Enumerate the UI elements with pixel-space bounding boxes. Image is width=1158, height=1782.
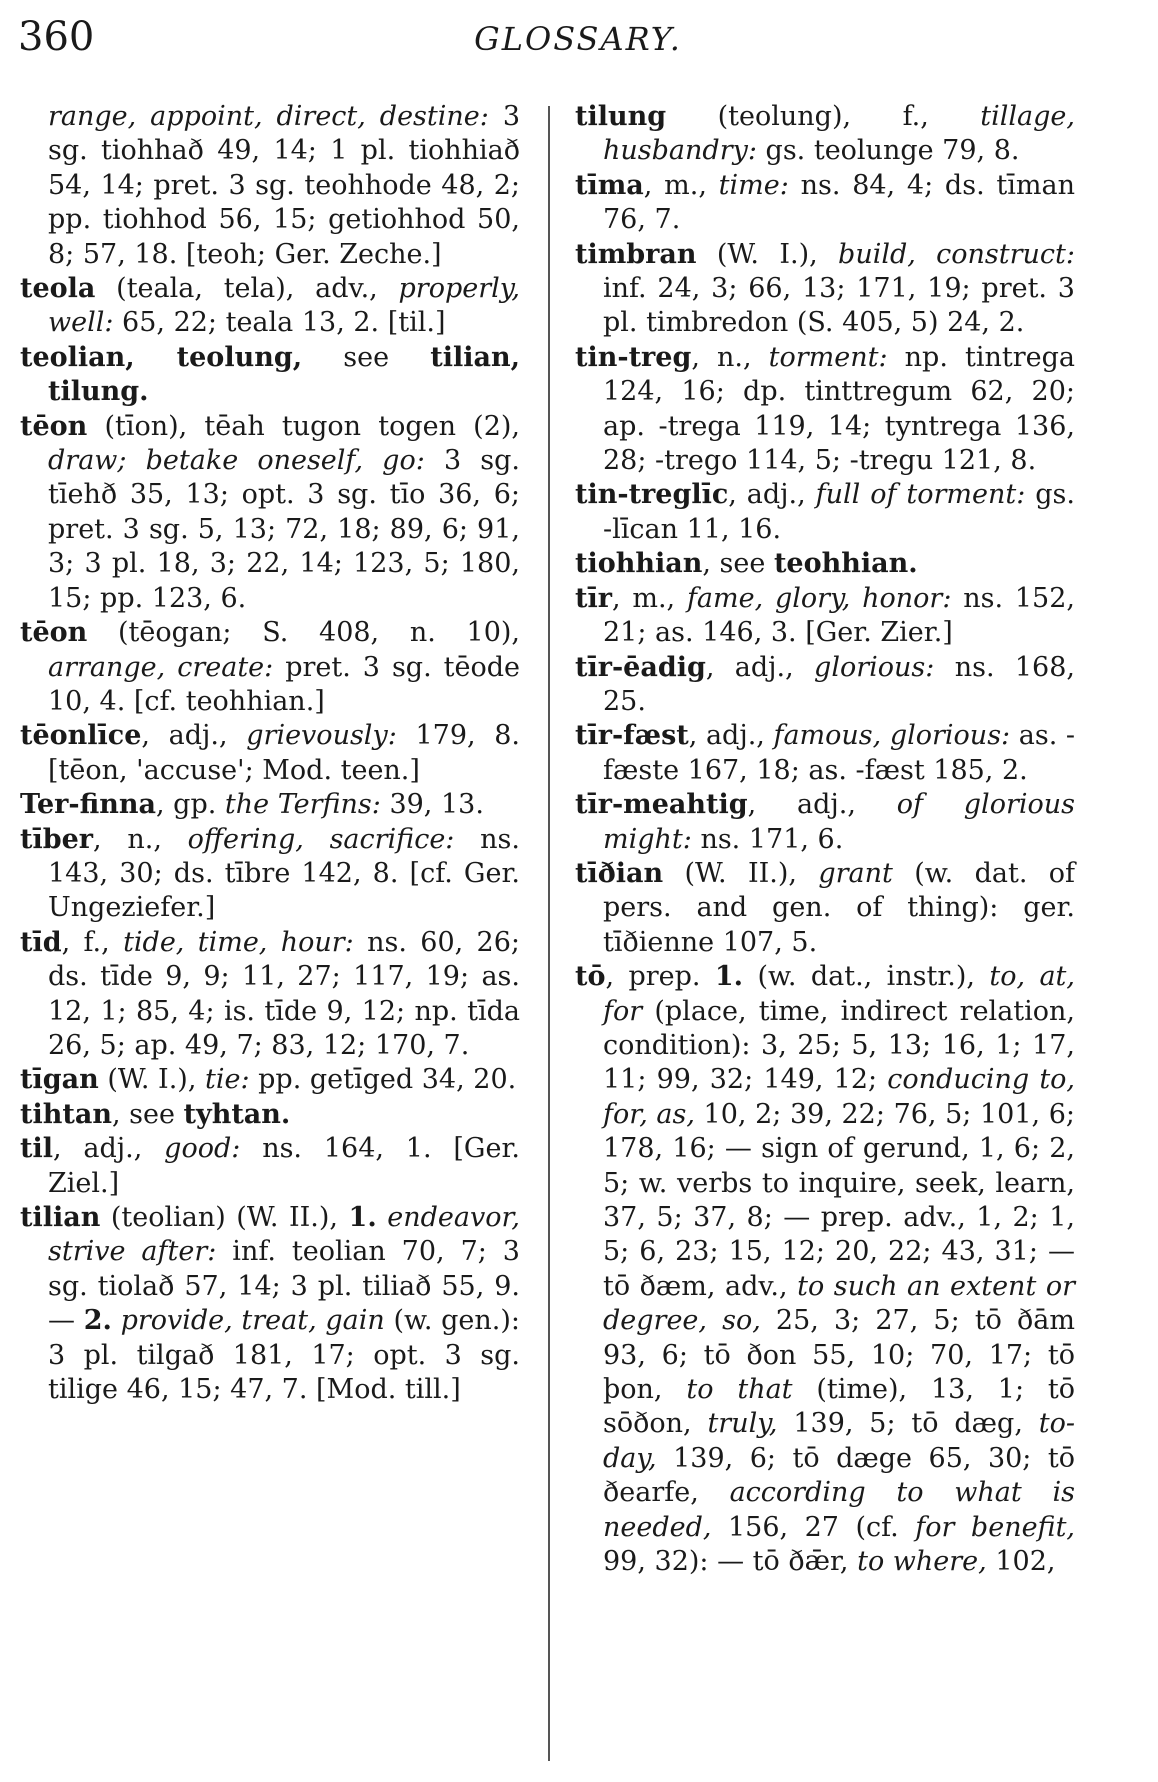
entry-text: (w. dat. of pers. and gen. of thing): ger. tīðienne 107, 5. [603, 857, 1075, 958]
entry-text: (place, time, indirect relation, condition): 3, 25; 5, 13; 16, 1; 17, 11; 99, 32; 149, 12; [603, 995, 1075, 1096]
entry-text: (w. dat., instr.), [743, 961, 990, 993]
glossary-entry [20, 1132, 520, 1201]
entry-text: , gp. [156, 789, 225, 821]
glossary-entry [20, 616, 520, 719]
entry-text: , adj., [53, 1133, 165, 1165]
page-number: 360 [18, 14, 95, 60]
glossary-entry [20, 1063, 520, 1097]
gloss-text: to that [686, 1374, 793, 1406]
headword: tīr [575, 582, 612, 614]
entry-text: np. tintrega 124, 16; dp. tinttregum 62, 20; ap. -trega 119, 14; tyntrega 136, 28; -trego 114, 5; -tregu 121, 8. [603, 341, 1075, 477]
left-column [20, 100, 520, 1407]
entry-text: 10, 2; 39, 22; 76, 5; 101, 6; 178, 16; — sign of gerund, 1, 6; 2, 5; w. verbs to inquire, seek, learn, 37, 5; 37, 8; — prep. adv., 1, 2; 1, 5; 6, 23; 15, 12; 20, 22; 43, 31; — tō ðæm, adv., [603, 1098, 1076, 1302]
gloss-text: grant [818, 857, 893, 889]
gloss-text: torment: [768, 341, 888, 373]
gloss-text: properly, well: [48, 273, 520, 339]
entry-text [377, 1202, 388, 1233]
entry-text: , see [111, 1098, 184, 1130]
headword: 1. [348, 1202, 377, 1233]
headword: 2. [83, 1305, 112, 1337]
glossary-entry [20, 823, 520, 926]
headword: Ter-finna [20, 789, 156, 821]
gloss-text: arrange, create: [48, 651, 274, 683]
entry-text: gs. teolunge 79, 8. [756, 135, 1020, 167]
entry-text: , adj., [688, 720, 774, 752]
entry-text: 139, 5; tō dæg, [777, 1408, 1039, 1440]
entry-text: (W. II.), [663, 857, 819, 889]
entry-text: pp. getīged 34, 20. [249, 1064, 517, 1096]
entry-text: 139, 6; tō dæge 65, 30; tō ðearfe, [603, 1442, 1075, 1509]
headword: tin-treglīc [575, 479, 729, 511]
right-column [575, 100, 1075, 1579]
gloss-text: tie: [205, 1064, 250, 1096]
headword: tēonlīce [20, 720, 142, 752]
headword: tilian, tilung. [48, 341, 520, 408]
entry-text [112, 1305, 121, 1336]
entry-text: (teala, tela), adv., [95, 273, 399, 305]
gloss-text: tide, time, hour: [123, 926, 354, 958]
gloss-text: for benefit, [915, 1511, 1075, 1543]
entry-text: ns. 143, 30; ds. tībre 142, 8. [cf. Ger. Ungeziefer.] [48, 823, 520, 924]
headword: tīðian [575, 857, 664, 889]
glossary-entry [20, 926, 520, 1064]
gloss-text: tillage, husbandry: [603, 101, 1075, 167]
entry-text: (tēogan; S. 408, n. 10), [87, 617, 520, 649]
headword: tīgan [20, 1064, 99, 1096]
entry-text: , n., [691, 341, 769, 373]
headword: teola [20, 273, 96, 305]
headword: tin-treg [575, 341, 692, 373]
headword: tihtan [20, 1098, 112, 1130]
headword: 1. [714, 961, 744, 993]
entry-text: ns. 60, 26; ds. tīde 9, 9; 11, 27; 117, 19; as. 12, 1; 85, 4; is. tīde 9, 12; np. tīda 26, 5; ap. 49, 7; 83, 12; 170, 7. [48, 926, 520, 1061]
entry-text: 99, 32): — tō ðǣr, [603, 1546, 858, 1578]
gloss-text: fame, glory, honor: [686, 582, 952, 614]
glossary-entry [575, 960, 1075, 1579]
running-title: GLOSSARY. [474, 20, 682, 58]
glossary-columns [20, 100, 1076, 1760]
entry-text: , adj., [747, 789, 897, 821]
gloss-text: glorious: [814, 651, 935, 683]
entry-text: , n., [93, 823, 188, 855]
glossary-entry [575, 857, 1075, 960]
glossary-entry [20, 410, 520, 616]
entry-text: (teolian) (W. II.), [100, 1202, 349, 1233]
gloss-text: to such an extent or degree, so, [603, 1270, 1075, 1337]
glossary-entry [575, 169, 1075, 238]
entry-text: ns. 164, 1. [Ger. Ziel.] [48, 1133, 520, 1199]
gloss-text: offering, sacrifice: [187, 823, 455, 855]
headword: teohhian. [773, 548, 918, 580]
entry-text: , prep. [605, 961, 715, 993]
entry-text: (W. I.), [696, 238, 839, 270]
headword: tīr-meahtig [575, 789, 748, 821]
gloss-text: full of torment: [815, 479, 1026, 511]
gloss-text: range, appoint, direct, destine: [48, 101, 489, 132]
glossary-entry [575, 478, 1075, 547]
entry-text: ns. 171, 6. [691, 823, 844, 855]
gloss-text: the Terfins: [224, 789, 381, 821]
entry-text: 3 sg. tīehð 35, 13; opt. 3 sg. tīo 36, 6; pret. 3 sg. 5, 13; 72, 18; 89, 6; 91, 3; 3 pl. 18, 3; 22, 14; 123, 5; 180, 15; pp. 123, 6. [48, 445, 520, 614]
glossary-entry [20, 788, 520, 822]
gloss-text: grievously: [246, 720, 397, 752]
entry-text: (teolung), f., [666, 101, 981, 132]
entry-text: pret. 3 sg. tēode 10, 4. [cf. teohhian.] [48, 651, 520, 717]
entry-text: 39, 13. [380, 789, 484, 821]
glossary-entry [575, 341, 1075, 479]
entry-text: inf. 24, 3; 66, 13; 171, 19; pret. 3 pl. timbredon (S. 405, 5) 24, 2. [603, 273, 1075, 339]
gloss-text: provide, treat, gain [120, 1305, 385, 1337]
gloss-text: endeavor, strive after: [48, 1202, 520, 1268]
glossary-entry-continuation [20, 100, 520, 272]
entry-text: inf. teolian 70, 7; 3 sg. tiolað 57, 14; 3 pl. tiliað 55, 9. — [48, 1236, 520, 1337]
headword: tiohhian [575, 548, 703, 580]
glossary-entry [575, 100, 1075, 169]
gloss-text: build, construct: [838, 238, 1076, 270]
entry-text: 156, 27 (cf. [711, 1511, 916, 1543]
glossary-entry [575, 651, 1075, 720]
glossary-entry [20, 1098, 520, 1132]
entry-text: (w. gen.): 3 pl. tilgað 181, 17; opt. 3 sg. tilige 46, 15; 47, 7. [Mod. till.] [48, 1305, 521, 1406]
glossary-entry [575, 547, 1075, 581]
entry-text: 25, 3; 27, 5; tō ðām 93, 6; tō ðon 55, 10; 70, 17; tō þon, [603, 1305, 1075, 1406]
gloss-text: to where, [857, 1546, 987, 1578]
entry-text: 102, [986, 1546, 1056, 1578]
glossary-entry [575, 719, 1075, 788]
gloss-text: truly, [707, 1408, 778, 1440]
glossary-entry [575, 582, 1075, 651]
page-header [18, 14, 1058, 64]
gloss-text: to, at, for [603, 961, 1075, 1027]
headword: tyhtan. [183, 1098, 291, 1130]
headword: tēon [20, 617, 88, 649]
glossary-entry [575, 238, 1075, 341]
glossary-entry [20, 719, 520, 788]
gloss-text: famous, glorious: [773, 720, 1011, 752]
gloss-text: to-day, [603, 1408, 1075, 1474]
glossary-entry [575, 788, 1075, 857]
entry-text: , adj., [705, 651, 815, 683]
headword: teolian, teolung, [20, 341, 303, 373]
entry-text: (W. I.), [98, 1064, 205, 1096]
glossary-entry [20, 1201, 520, 1407]
entry-text: , f., [61, 926, 124, 958]
entry-text: ns. 152, 21; as. 146, 3. [Ger. Zier.] [603, 582, 1075, 649]
headword: timbran [575, 238, 697, 270]
entry-text: 3 sg. tiohhað 49, 14; 1 pl. tiohhiað 54, 14; pret. 3 sg. teohhode 48, 2; pp. tiohhod 56, 15; getiohhod 50, 8; 57, 18. [teoh; Ger. Zeche.] [48, 101, 520, 270]
headword: tīber [20, 823, 94, 855]
glossary-entry [20, 341, 520, 410]
entry-text: , see [702, 548, 774, 580]
headword: tilung [575, 101, 667, 132]
entry-text: ns. 168, 25. [603, 651, 1075, 717]
entry-text: 65, 22; teala 13, 2. [til.] [113, 307, 446, 339]
entry-text: (tīon), tēah tugon togen (2), [87, 410, 520, 442]
headword: tīr-ēadig [575, 651, 706, 683]
headword: tīr-fæst [575, 720, 689, 752]
headword: tīd [20, 926, 62, 958]
entry-text: , m., [643, 169, 719, 201]
headword: tīma [575, 169, 644, 201]
entry-text: , adj., [141, 720, 247, 752]
gloss-text: time: [718, 169, 789, 201]
column-divider [548, 106, 550, 1761]
entry-text: as. -fæste 167, 18; as. -fæst 185, 2. [603, 720, 1075, 786]
entry-text: , adj., [728, 479, 816, 511]
entry-text: , m., [611, 582, 687, 614]
headword: til [20, 1133, 53, 1165]
gloss-text: good: [164, 1133, 241, 1165]
entry-text: gs. -līcan 11, 16. [603, 479, 1075, 545]
gloss-text: conducing to, for, as, [603, 1064, 1076, 1130]
gloss-text: of glorious might: [603, 789, 1075, 855]
gloss-text: draw; betake oneself, go: [48, 445, 425, 477]
entry-text: ns. 84, 4; ds. tīman 76, 7. [603, 169, 1075, 236]
entry-text: see [302, 341, 431, 373]
entry-text: 179, 8. [tēon, 'accuse'; Mod. teen.] [48, 720, 520, 786]
gloss-text: according to what is needed, [603, 1477, 1075, 1543]
headword: tō [575, 961, 606, 993]
headword: tilian [20, 1202, 101, 1233]
headword: tēon [20, 410, 88, 442]
entry-text: (time), 13, 1; tō sōðon, [603, 1374, 1076, 1440]
glossary-entry [20, 272, 520, 341]
